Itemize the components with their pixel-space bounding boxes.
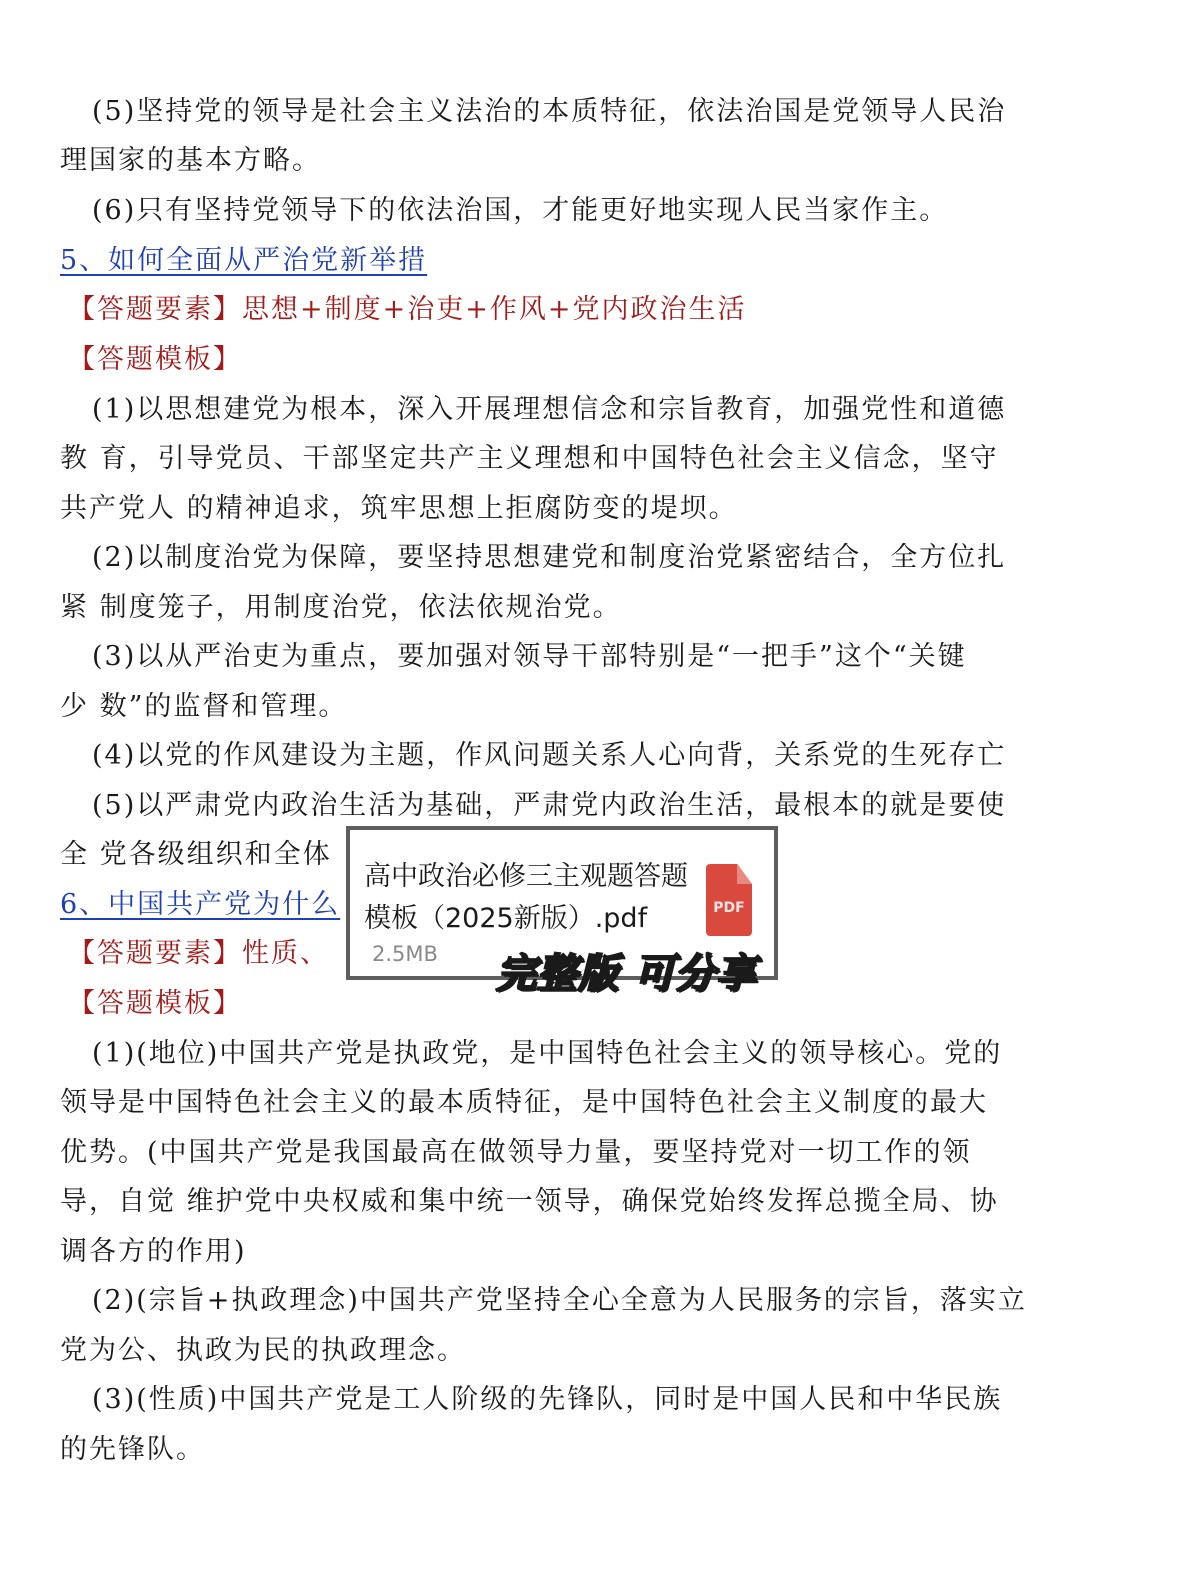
paragraph-line: 导，自觉 维护党中央权威和集中统一领导，确保党始终发挥总揽全局、协	[60, 1186, 999, 1217]
answer-elements-label: 【答题要素】性质、	[68, 938, 329, 969]
pdf-icon-label: PDF	[713, 900, 745, 916]
answer-template-label: 【答题模板】	[68, 344, 242, 375]
paragraph-line: (5)以严肃党内政治生活为基础，严肃党内政治生活，最根本的就是要使	[92, 790, 1007, 821]
paragraph-line: (3)以从严治吏为重点，要加强对领导干部特别是“一把手”这个“关键	[92, 641, 967, 672]
section-heading-5[interactable]: 5、如何全面从严治党新举措	[60, 245, 428, 276]
paragraph-line: 教 育，引导党员、干部坚定共产主义理想和中国特色社会主义信念，坚守	[60, 443, 999, 474]
paragraph-line: (6)只有坚持党领导下的依法治国，才能更好地实现人民当家作主。	[92, 195, 949, 226]
paragraph-line: 少 数”的监督和管理。	[60, 691, 348, 722]
paragraph-line: 全 党各级组织和全体	[60, 839, 332, 870]
file-size: 2.5MB	[372, 942, 438, 966]
paragraph-line: 紧 制度笼子，用制度治党，依法依规治党。	[60, 592, 622, 623]
paragraph-line: (1)以思想建党为根本，深入开展理想信念和宗旨教育，加强党性和道德	[92, 394, 1007, 425]
file-name: 高中政治必修三主观题答题模板（2025新版）.pdf	[364, 861, 688, 934]
paragraph-line: (4)以党的作风建设为主题，作风问题关系人心向背，关系党的生死存亡	[92, 740, 1007, 771]
paragraph-line: (5)坚持党的领导是社会主义法治的本质特征，依法治国是党领导人民治	[92, 96, 1007, 127]
paragraph-line: (1)(地位)中国共产党是执政党，是中国特色社会主义的领导核心。党的	[92, 1038, 1003, 1069]
section-heading-6[interactable]: 6、中国共产党为什么	[60, 889, 341, 920]
paragraph-line: 调各方的作用)	[60, 1236, 247, 1267]
paragraph-line: 理国家的基本方略。	[60, 145, 321, 176]
paragraph-line: 党为公、执政为民的执政理念。	[60, 1335, 466, 1366]
paragraph-line: 的先锋队。	[60, 1434, 205, 1465]
answer-elements-label: 【答题要素】思想+制度+治吏+作风+党内政治生活	[68, 294, 747, 325]
pdf-file-icon-fold	[737, 864, 752, 884]
promo-overlay-text: 完整版 可分享	[496, 951, 757, 997]
paragraph-line: 领导是中国特色社会主义的最本质特征，是中国特色社会主义制度的最大	[60, 1087, 988, 1118]
paragraph-line: 优势。(中国共产党是我国最高在做领导力量，要坚持党对一切工作的领	[60, 1137, 972, 1168]
answer-template-label: 【答题模板】	[68, 988, 242, 1019]
paragraph-line: (2)以制度治党为保障，要坚持思想建党和制度治党紧密结合，全方位扎	[92, 542, 1007, 573]
paragraph-line: 共产党人 的精神追求，筑牢思想上拒腐防变的堤坝。	[60, 493, 738, 524]
paragraph-line: (3)(性质)中国共产党是工人阶级的先锋队，同时是中国人民和中华民族	[92, 1384, 1003, 1415]
paragraph-line: (2)(宗旨+执政理念)中国共产党坚持全心全意为人民服务的宗旨，落实立	[92, 1285, 1027, 1316]
